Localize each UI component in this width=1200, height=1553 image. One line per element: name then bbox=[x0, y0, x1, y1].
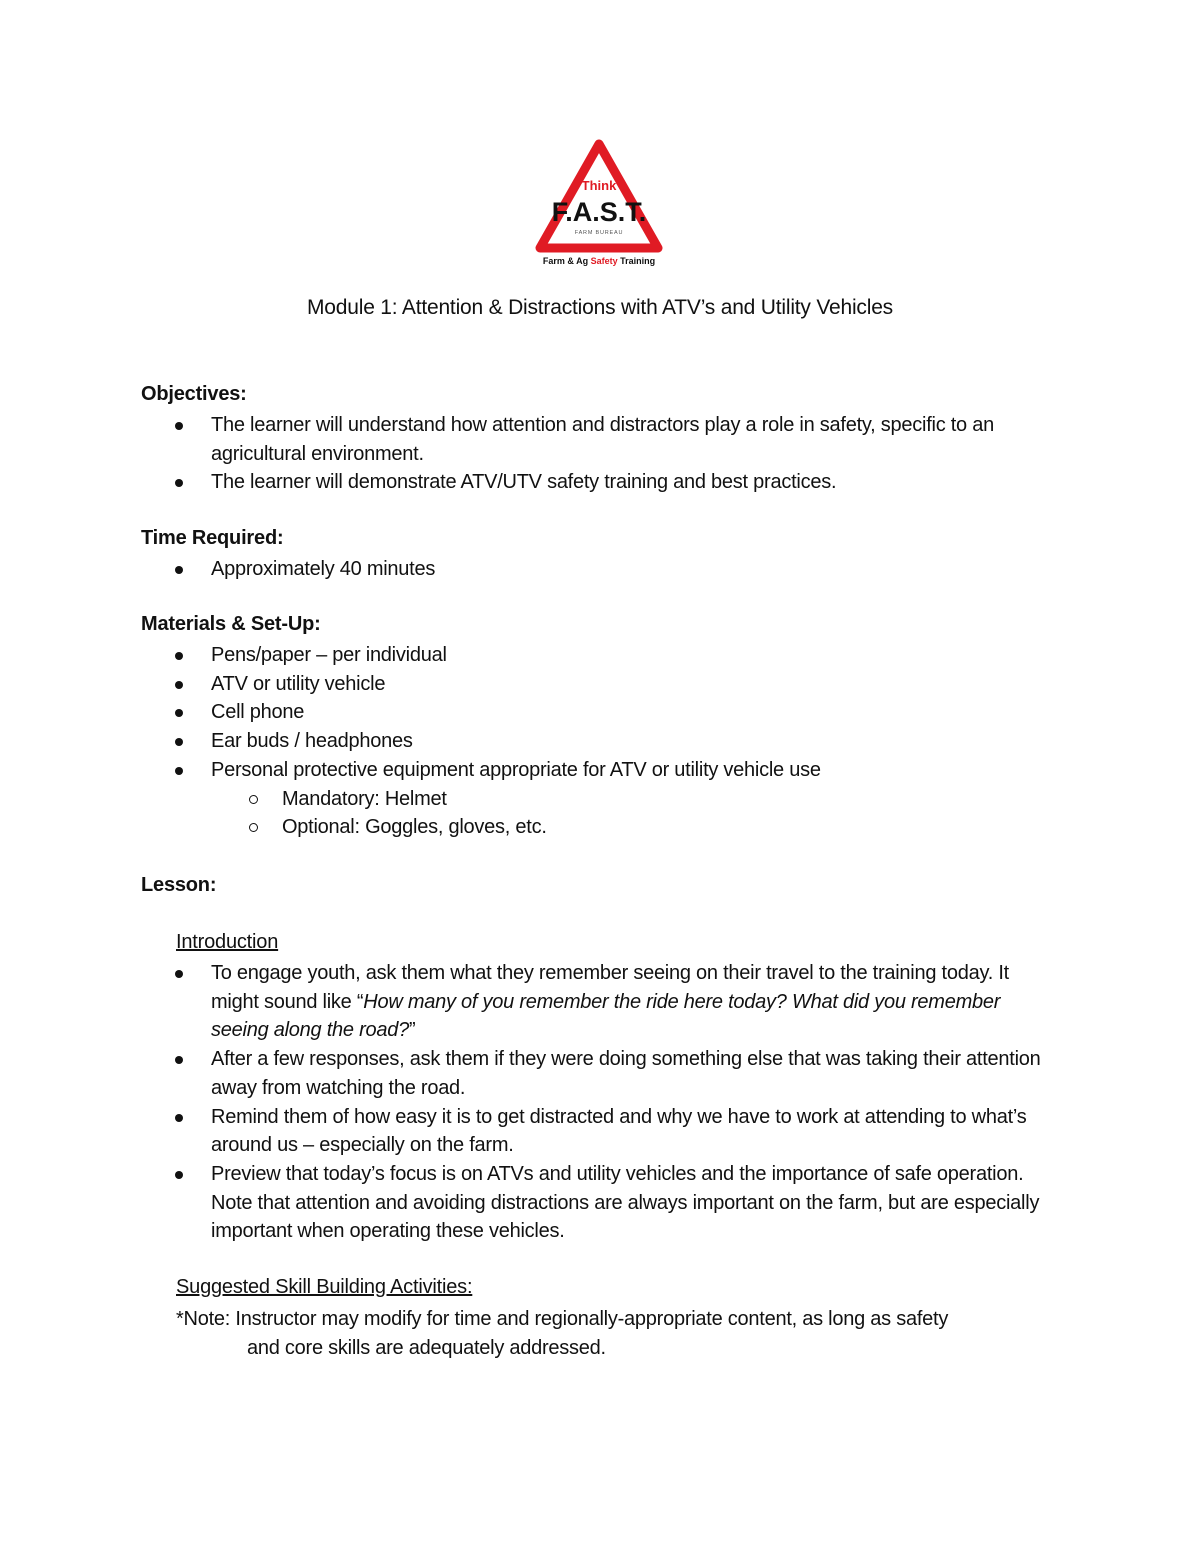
logo-org-text: FARM BUREAU bbox=[574, 230, 624, 236]
note-line: and core skills are adequately addressed. bbox=[247, 1336, 606, 1359]
think-fast-logo bbox=[532, 138, 666, 270]
page-title: Module 1: Attention & Distractions with ATV’s and Utility Vehicles bbox=[307, 296, 893, 319]
materials-heading: Materials & Set-Up: bbox=[141, 613, 321, 635]
logo-think-text: Think bbox=[581, 178, 617, 193]
lesson-heading: Lesson: bbox=[141, 874, 217, 896]
list-item: After a few responses, ask them if they were doing something else that was taking their attention away from watching the road. bbox=[0, 1045, 1061, 1102]
list-item: To engage youth, ask them what they remember seeing on their travel to the training today. It might sound like “How many of you remember the ride here today? What did you remember seeing along the road?” bbox=[0, 959, 1061, 1045]
list-item: Cell phone bbox=[0, 698, 1061, 727]
logo-fast-text: F.A.S.T. bbox=[551, 197, 647, 227]
example-quote: How many of you remember the ride here today? What did you remember seeing along the road? bbox=[211, 990, 1001, 1042]
activities-heading: Suggested Skill Building Activities: bbox=[176, 1276, 473, 1298]
list-item: Ear buds / headphones bbox=[0, 727, 1061, 756]
time-required-list bbox=[0, 555, 1061, 584]
list-item: Preview that today’s focus is on ATVs and utility vehicles and the importance of safe operation. Note that attention and avoiding distractions are always important on the farm, but are especially important when operating these vehicles. bbox=[0, 1160, 1061, 1246]
introduction-heading: Introduction bbox=[176, 931, 279, 953]
materials-list bbox=[0, 641, 1132, 842]
introduction-list bbox=[0, 959, 1061, 1246]
time-required-heading: Time Required: bbox=[141, 527, 284, 549]
list-item: Pens/paper – per individual bbox=[0, 641, 1061, 670]
list-item: Approximately 40 minutes bbox=[0, 555, 1061, 584]
list-item: Remind them of how easy it is to get distracted and why we have to work at attending to what’s around us – especially on the farm. bbox=[0, 1103, 1061, 1160]
list-item: The learner will demonstrate ATV/UTV safety training and best practices. bbox=[0, 468, 1061, 497]
note-line: *Note: Instructor may modify for time and regionally-appropriate content, as long as safety bbox=[176, 1308, 949, 1330]
list-item: Personal protective equipment appropriate for ATV or utility vehicle use bbox=[0, 756, 1061, 785]
sub-list-item: Mandatory: Helmet bbox=[0, 785, 1132, 814]
list-item: ATV or utility vehicle bbox=[0, 670, 1061, 699]
objectives-heading: Objectives: bbox=[141, 383, 247, 405]
logo-tagline: Farm & Ag Safety Training bbox=[542, 256, 656, 266]
sub-list-item: Optional: Goggles, gloves, etc. bbox=[0, 813, 1132, 842]
list-item: The learner will understand how attention and distractors play a role in safety, specific to an agricultural environment. bbox=[0, 411, 1061, 468]
objectives-list bbox=[0, 411, 1061, 497]
instructor-note bbox=[176, 1305, 1076, 1362]
